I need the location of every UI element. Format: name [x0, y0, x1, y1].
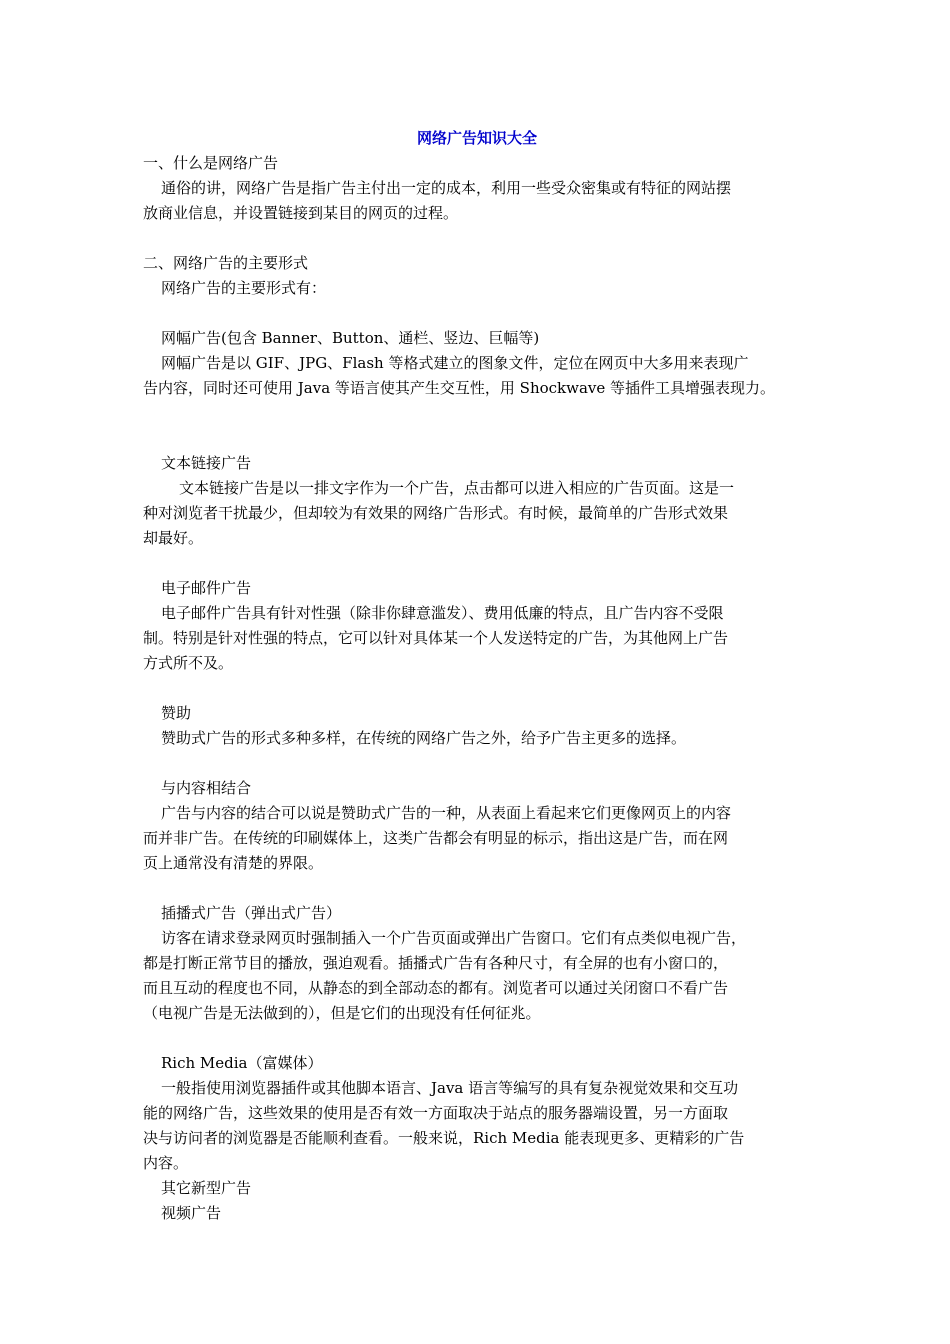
text-line: 访客在请求登录网页时强制插入一个广告页面或弹出广告窗口。它们有点类似电视广告，: [161, 929, 747, 947]
text-line: 制。特别是针对性强的特点，它可以针对具体某一个人发送特定的广告，为其他网上广告: [143, 629, 729, 647]
document-page: [143, 126, 811, 1226]
text-line: 网络广告的主要形式有：: [161, 279, 327, 297]
blank-line: [143, 751, 811, 776]
text-line: Rich Media（富媒体）: [161, 1054, 323, 1072]
text-line: 其它新型广告: [161, 1179, 252, 1197]
text-line: 能的网络广告，这些效果的使用是否有效一方面取决于站点的服务器端设置，另一方面取: [143, 1104, 729, 1122]
text-line: 赞助式广告的形式多种多样，在传统的网络广告之外，给予广告主更多的选择。: [161, 729, 687, 747]
text-line: 电子邮件广告: [161, 579, 252, 597]
blank-line: [143, 551, 811, 576]
text-line: 网幅广告是以 GIF、JPG、Flash 等格式建立的图象文件，定位在网页中大多用来表现广: [161, 354, 749, 372]
text-line: 告内容，同时还可使用 Java 等语言使其产生交互性，用 Shockwave 等插件工具增强表现力。: [143, 379, 776, 397]
text-line: 广告与内容的结合可以说是赞助式广告的一种，从表面上看起来它们更像网页上的内容: [161, 804, 732, 822]
blank-line: [143, 876, 811, 901]
text-line: 插播式广告（弹出式广告）: [161, 904, 342, 922]
text-line: 一、什么是网络广告: [143, 154, 279, 172]
text-line: 页上通常没有清楚的界限。: [143, 854, 324, 872]
text-line: 放商业信息，并设置链接到某目的网页的过程。: [143, 204, 459, 222]
text-line: 内容。: [143, 1154, 189, 1172]
text-line: 一般指使用浏览器插件或其他脚本语言、Java 语言等编写的具有复杂视觉效果和交互功: [161, 1079, 739, 1097]
blank-line: [143, 676, 811, 701]
text-line: 通俗的讲，网络广告是指广告主付出一定的成本，利用一些受众密集或有特征的网站摆: [161, 179, 732, 197]
text-line: 电子邮件广告具有针对性强（除非你肆意滥发）、费用低廉的特点，且广告内容不受限: [161, 604, 724, 622]
text-line: 文本链接广告是以一排文字作为一个广告，点击都可以进入相应的广告页面。这是一: [179, 479, 735, 497]
blank-line: [143, 401, 811, 426]
text-line: 都是打断正常节目的播放，强迫观看。插播式广告有各种尺寸，有全屏的也有小窗口的，: [143, 954, 729, 972]
document-title: 网络广告知识大全: [416, 129, 537, 147]
document-body: [143, 151, 811, 1226]
text-line: 种对浏览者干扰最少，但却较为有效果的网络广告形式。有时候，最简单的广告形式效果: [143, 504, 729, 522]
blank-line: [143, 226, 811, 251]
text-line: 网幅广告(包含 Banner、Button、通栏、竖边、巨幅等): [161, 329, 540, 347]
text-line: 文本链接广告: [161, 454, 252, 472]
text-line: 与内容相结合: [161, 779, 252, 797]
text-line: （电视广告是无法做到的），但是它们的出现没有任何征兆。: [143, 1004, 541, 1022]
text-line: 方式所不及。: [143, 654, 234, 672]
blank-line: [143, 1026, 811, 1051]
text-line: 视频广告: [161, 1204, 222, 1222]
text-line: 二、网络广告的主要形式: [143, 254, 309, 272]
blank-line: [143, 426, 811, 451]
text-line: 决与访问者的浏览器是否能顺利查看。一般来说，Rich Media 能表现更多、更精彩的广告: [143, 1129, 745, 1147]
text-line: 赞助: [161, 704, 192, 722]
text-line: 而且互动的程度也不同，从静态的到全部动态的都有。浏览者可以通过关闭窗口不看广告: [143, 979, 729, 997]
blank-line: [143, 301, 811, 326]
text-line: 却最好。: [143, 529, 204, 547]
text-line: 而并非广告。在传统的印刷媒体上，这类广告都会有明显的标示，指出这是广告，而在网: [143, 829, 729, 847]
